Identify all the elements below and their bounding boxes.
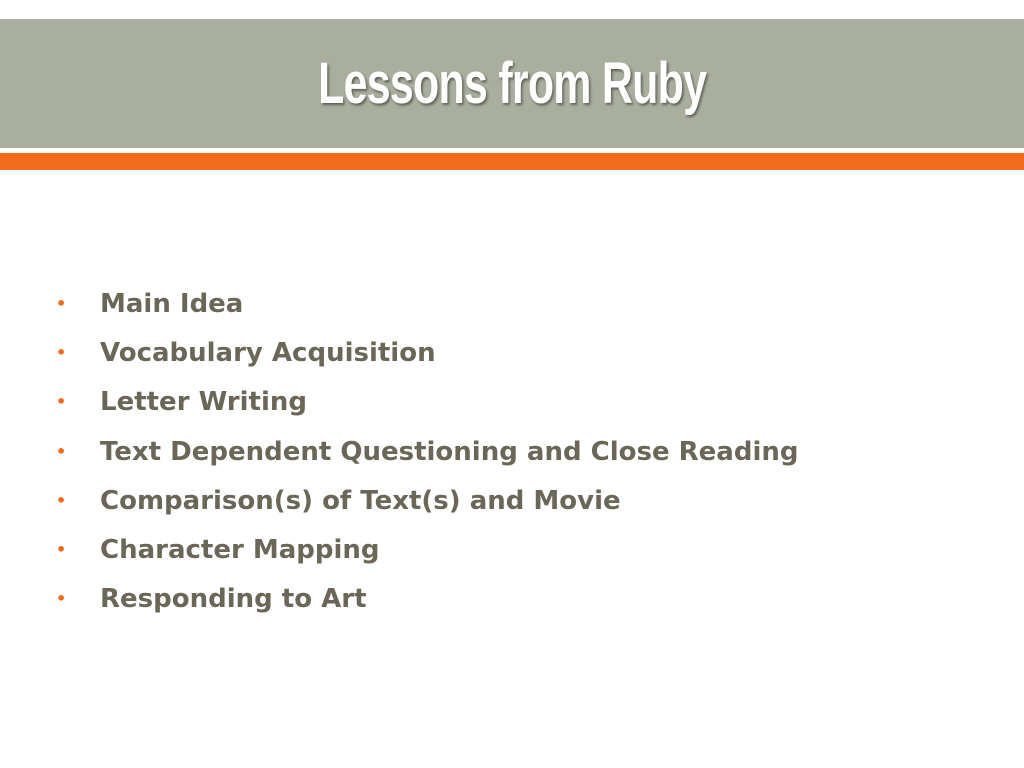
accent-bar	[0, 153, 1024, 170]
bullet-item	[56, 525, 798, 574]
bullet-text: Main Idea	[100, 288, 244, 319]
bullet-icon: •	[56, 441, 67, 461]
bullet-icon: •	[56, 490, 67, 510]
bullet-item	[56, 427, 798, 476]
bullet-item	[56, 476, 798, 525]
bullet-text: Character Mapping	[100, 535, 380, 566]
bullet-item	[56, 328, 798, 377]
bullet-item	[56, 575, 798, 624]
bullet-item	[56, 279, 798, 328]
bullet-text: Letter Writing	[100, 387, 307, 418]
bullet-icon: •	[56, 392, 67, 412]
bullet-icon: •	[56, 342, 67, 362]
bullet-icon: •	[56, 293, 67, 313]
bullet-list	[56, 279, 798, 624]
bullet-text: Vocabulary Acquisition	[100, 337, 436, 368]
bullet-text: Responding to Art	[100, 584, 367, 615]
slide-title: Lessons from Ruby	[317, 51, 707, 116]
bullet-item	[56, 378, 798, 427]
title-band	[0, 19, 1024, 148]
bullet-icon: •	[56, 540, 67, 560]
bullet-text: Text Dependent Questioning and Close Reading	[100, 436, 799, 467]
bullet-text: Comparison(s) of Text(s) and Movie	[100, 485, 621, 516]
bullet-icon: •	[56, 589, 67, 609]
